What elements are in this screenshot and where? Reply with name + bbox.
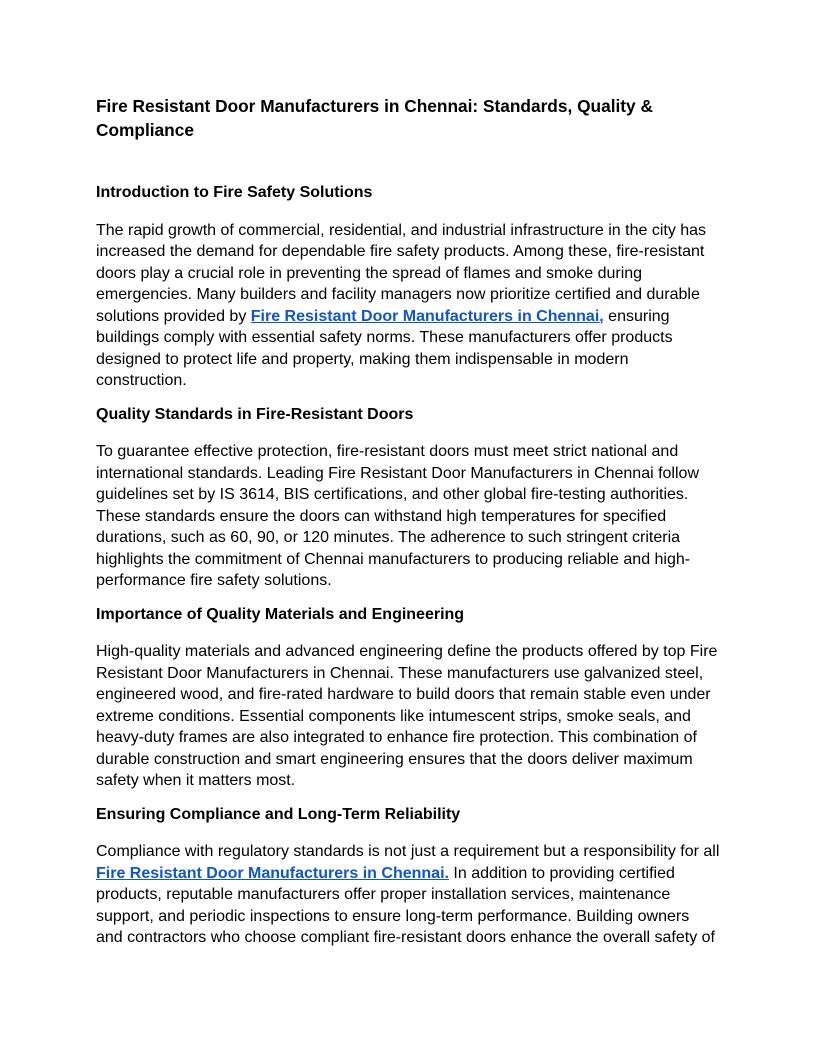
paragraph-quality-materials xyxy=(96,641,720,792)
section-heading-introduction: Introduction to Fire Safety Solutions xyxy=(96,184,373,201)
text-run: ensuring buildings comply with essential safety norms. These manufacturers offer products designed to protect life and property, making them indispensable in modern construction. xyxy=(96,307,673,389)
paragraph-quality-standards xyxy=(96,441,720,592)
paragraph-compliance-reliability xyxy=(96,841,720,949)
paragraph-introduction xyxy=(96,220,720,392)
text-run: The rapid growth of commercial, residential, and industrial infrastructure in the city has increased the demand for dependable fire safety products. Among these, fire-resistant doors play a crucial role in preventing the spread of flames and smoke during emergencies. Many builders and facility managers now prioritize certified and durable solutions provided by xyxy=(96,221,707,325)
text-run: Compliance with regulatory standards is not just a requirement but a responsibility for all xyxy=(96,843,720,860)
link-fire-resistant-door-manufacturers-2[interactable]: Fire Resistant Door Manufacturers in Chennai. xyxy=(96,864,449,882)
document-title: Fire Resistant Door Manufacturers in Chennai: Standards, Quality & Compliance xyxy=(96,96,653,140)
section-heading-quality-materials: Importance of Quality Materials and Engineering xyxy=(96,605,465,623)
link-fire-resistant-door-manufacturers-1[interactable]: Fire Resistant Door Manufacturers in Chennai, xyxy=(250,307,604,325)
text-run: To guarantee effective protection, fire-resistant doors must meet strict national and international standards. Leading Fire Resistant Door Manufacturers in Chennai follow guidelines set by IS 3614, BIS certifications, and other global fire-testing authorities. These standards ensure the doors can withstand high temperatures for specified durations, such as 60, 90, or 120 minutes. The adherence to such stringent criteria highlights the commitment of Chennai manufacturers to producing reliable and high-performance fire safety solutions. xyxy=(96,443,699,589)
section-heading-compliance-reliability: Ensuring Compliance and Long-Term Reliability xyxy=(96,805,461,823)
text-run: In addition to providing certified products, reputable manufacturers offer proper installation services, maintenance support, and periodic inspections to ensure long-term performance. Building owners and contractors who choose compliant fire-resistant doors enhance the overall safety of xyxy=(96,864,715,946)
section-heading-quality-standards: Quality Standards in Fire-Resistant Doors xyxy=(96,405,414,423)
text-run: High-quality materials and advanced engineering define the products offered by top Fire Resistant Door Manufacturers in Chennai. These manufacturers use galvanized steel, engineered wood, and fire-rated hardware to build doors that remain stable even under extreme conditions. Essential components like intumescent strips, smoke seals, and heavy-duty frames are also integrated to enhance fire protection. This combination of durable construction and smart engineering ensures that the doors deliver maximum safety when it matters most. xyxy=(96,643,718,789)
